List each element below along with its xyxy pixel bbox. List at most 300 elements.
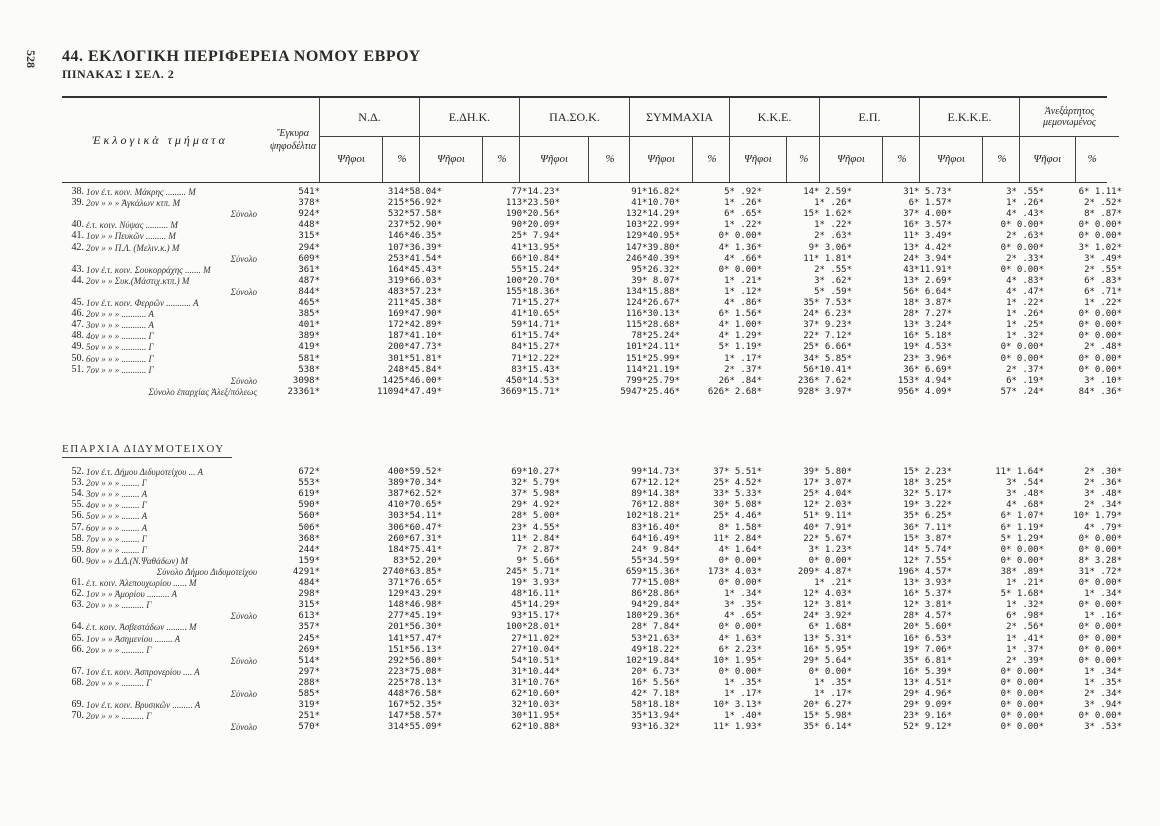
row-number: 46. [71,308,84,320]
party-votes-cell: 25* 4.52* [713,478,762,489]
party-votes-cell: 2* .63* [814,231,852,242]
party-votes-cell: 35*13.94* [631,711,680,722]
party-votes-cell: 1* .41* [1006,633,1044,644]
percent-subheader: % [882,136,921,182]
valid-ballots-cell: 357* [298,622,320,633]
party-votes-cell: 6* 1.07* [1000,511,1044,522]
party-votes-cell: 4* 1.29* [718,331,762,342]
party-votes-cell: 1* .32* [1006,600,1044,611]
row-number: 66. [71,643,84,655]
party-votes-cell: 180*29.36* [625,611,680,622]
party-votes-cell: 83*16.40* [631,522,680,533]
party-name: Ε.Κ.Κ.Ε. [920,98,1019,137]
party-votes-cell: 12* 2.03* [803,500,852,511]
votes-subheader: Ψῆφοι [337,153,365,165]
percent-subheader: % [692,136,731,182]
valid-ballots-cell: 319* [298,700,320,711]
valid-ballots-cell: 844* [298,286,320,297]
party-votes-cell: 16* 5.18* [903,331,952,342]
party-votes-cell: 292*56.80* [387,655,442,666]
party-votes-cell: 151*56.13* [387,644,442,655]
party-votes-cell: 13* 4.51* [903,677,952,688]
party-votes-cell: 129*43.29* [387,589,442,600]
row-number: 63. [71,599,84,611]
party-votes-cell: 59*14.71* [511,320,560,331]
row-number: 68. [71,676,84,688]
header-party-2 [519,98,629,182]
party-votes-cell: 6* 1.11* [1078,187,1122,197]
party-votes-cell: 35* 6.81* [903,655,952,666]
party-votes-cell: 3* 1.02* [1078,242,1122,253]
party-votes-cell: 4* .83* [1006,275,1044,286]
party-votes-cell: 13* 2.69* [903,275,952,286]
votes-subheader: Ψῆφοι [743,153,772,165]
percent-subheader: % [482,136,521,182]
row-number: 43. [71,263,84,275]
party-votes-cell: 4* .65* [724,611,762,622]
district-name: 3ον » » » ........... Α [86,320,154,331]
party-votes-cell: 0* 0.00* [1078,231,1122,242]
party-votes-cell: 2* .52* [1084,198,1122,209]
party-votes-cell: 4* .86* [724,298,762,308]
row-number: 50. [71,352,84,364]
party-votes-cell: 16* 5.37* [903,589,952,600]
party-votes-cell: 31* 5.73* [903,187,952,197]
row-number: 67. [71,665,84,677]
party-votes-cell: 2* .30* [1084,467,1122,477]
party-votes-cell: 1* .21* [1006,578,1044,588]
valid-ballots-cell: 401* [298,320,320,331]
party-votes-cell: 54*10.51* [511,655,560,666]
party-votes-cell: 15* 3.87* [903,533,952,544]
party-votes-cell: 147*39.80* [625,242,680,253]
row-number: 60. [71,554,84,566]
party-votes-cell: 448*76.58* [387,689,442,699]
party-votes-cell: 102*18.21* [625,511,680,522]
row-number: 59. [71,543,84,555]
row-number: 70. [71,710,84,722]
party-votes-cell: 0* 0.00* [1078,655,1122,666]
valid-ballots-cell: 288* [298,677,320,688]
party-votes-cell: 4* 1.36* [718,242,762,253]
party-votes-cell: 18* 3.25* [903,478,952,489]
valid-ballots-cell: 251* [298,711,320,722]
district-name: ἐ.τ. κοιν. Νύψας .......... Μ [86,220,178,231]
party-votes-cell: 928* 3.97* [797,386,852,397]
party-votes-cell: 77*15.08* [631,578,680,588]
party-votes-cell: 13* 3.93* [903,578,952,588]
row-number: 42. [71,241,84,253]
district-name: 7ον » » » ........... Γ [86,364,154,375]
party-votes-cell: 1* .40* [724,711,762,722]
party-votes-cell: 153* 4.94* [897,375,952,386]
party-votes-cell: 1* .37* [1006,644,1044,655]
party-votes-cell: 245* 5.71* [505,566,560,577]
district-name: 2ον » » » ........ Γ [86,478,147,489]
party-votes-cell: 25* 4.04* [803,489,852,500]
party-votes-cell: 532*57.58* [387,209,442,220]
party-votes-cell: 1* .35* [1084,677,1122,688]
party-votes-cell: 246*40.39* [625,253,680,264]
party-votes-cell: 71*12.22* [511,353,560,364]
district-name: 4ον » » » ........ Γ [86,500,147,511]
table-header [62,96,1107,183]
party-votes-cell: 86*28.86* [631,589,680,600]
party-votes-cell: 1* .26* [724,198,762,209]
party-votes-cell: 956* 4.09* [897,386,952,397]
row-number: 69. [71,699,84,711]
valid-ballots-cell: 487* [298,275,320,286]
row-number: 62. [71,588,84,600]
party-votes-cell: 24* 6.23* [803,309,852,320]
row-number: 44. [71,274,84,286]
party-name: Ἀνεξάρτητος μεμονωμένος [1020,98,1119,137]
party-votes-cell: 200*47.73* [387,342,442,353]
district-name: 6ον » » » ........... Γ [86,353,154,364]
row-number: 39. [71,197,84,209]
party-votes-cell: 55*34.59* [631,555,680,566]
row-number: 45. [71,297,84,308]
district-name: 3ον » » » ........ Α [86,489,148,500]
party-votes-cell: 4* .79* [1084,522,1122,533]
party-votes-cell: 173* 4.03* [707,566,762,577]
party-votes-cell: 14* 5.74* [903,544,952,555]
party-votes-cell: 0* 0.00* [1078,711,1122,722]
party-name: Κ.Κ.Ε. [730,98,819,137]
valid-ballots-cell: 538* [298,364,320,375]
party-votes-cell: 22* 5.67* [803,533,852,544]
party-votes-cell: 1* .34* [1084,589,1122,600]
district-name: 1ον ἐ.τ. κοιν. Ἀσπρονερίου .... Α [86,666,200,677]
party-votes-cell: 78*25.24* [631,331,680,342]
party-votes-cell: 25* 7.94* [511,231,560,242]
party-votes-cell: 103*22.99* [625,220,680,231]
party-votes-cell: 35* 7.53* [803,298,852,308]
party-votes-cell: 3* .10* [1084,375,1122,386]
party-votes-cell: 19* 3.22* [903,500,952,511]
party-votes-cell: 20* 6.73* [631,666,680,677]
party-votes-cell: 107*36.39* [387,242,442,253]
valid-ballots-cell: 419* [298,342,320,353]
party-name: Ε.ΔΗ.Κ. [420,98,519,137]
party-votes-cell: 13* 3.24* [903,320,952,331]
party-votes-cell: 169*47.90* [387,309,442,320]
party-votes-cell: 0* 0.00* [1000,264,1044,275]
party-votes-cell: 167*52.35* [387,700,442,711]
party-votes-cell: 1* .26* [1006,198,1044,209]
party-votes-cell: 8* .87* [1084,209,1122,220]
party-votes-cell: 27*11.02* [511,633,560,644]
party-votes-cell: 4* .68* [1006,500,1044,511]
valid-ballots-cell: 484* [298,578,320,588]
party-votes-cell: 1* .21* [814,578,852,588]
row-number: 40. [71,219,84,231]
party-votes-cell: 11* 1.64* [995,467,1044,477]
party-votes-cell: 0* 0.00* [1000,677,1044,688]
party-votes-cell: 99*14.73* [631,467,680,477]
party-votes-cell: 52* 9.12* [903,722,952,733]
party-votes-cell: 29* 4.92* [511,500,560,511]
party-votes-cell: 28* 7.27* [903,309,952,320]
party-votes-cell: 3* .62* [814,275,852,286]
party-votes-cell: 41*13.95* [511,242,560,253]
valid-ballots-cell: 553* [298,478,320,489]
party-votes-cell: 116*30.13* [625,309,680,320]
party-votes-cell: 66*10.84* [511,253,560,264]
party-votes-cell: 3669*15.71* [500,386,560,397]
party-votes-cell: 28* 5.00* [511,511,560,522]
district-name: Σύνολο [230,655,257,666]
party-votes-cell: 0* 0.00* [1078,533,1122,544]
party-votes-cell: 0* 0.00* [1078,364,1122,375]
party-votes-cell: 1* .35* [724,677,762,688]
party-votes-cell: 0* 0.00* [1078,353,1122,364]
party-votes-cell: 0* 0.00* [1000,666,1044,677]
row-number: 58. [71,532,84,544]
party-votes-cell: 483*57.23* [387,286,442,297]
party-votes-cell: 31*10.76* [511,677,560,688]
district-name: ἐ.τ. κοιν. Ἀσβεστάδων ......... Μ [86,622,197,633]
party-votes-cell: 1* .21* [724,275,762,286]
party-votes-cell: 32* 5.17* [903,489,952,500]
district-name: 2ον » » » .......... Γ [86,677,152,688]
party-votes-cell: 0* 0.00* [1078,309,1122,320]
party-votes-cell: 113*23.50* [505,198,560,209]
party-votes-cell: 37* 5.51* [713,467,762,477]
party-votes-cell: 13* 5.31* [803,633,852,644]
party-votes-cell: 0* 0.00* [1078,320,1122,331]
party-votes-cell: 51* 9.11* [803,511,852,522]
party-votes-cell: 15* 1.62* [803,209,852,220]
district-name: 1ον » » Πευκῶν ......... Μ [86,231,176,242]
party-votes-cell: 187*41.10* [387,331,442,342]
valid-ballots-cell: 924* [298,209,320,220]
party-votes-cell: 15* 5.98* [803,711,852,722]
party-votes-cell: 45*14.29* [511,600,560,611]
district-name: Σύνολο [230,286,257,297]
district-name: 2ον » » » ........... Α [86,309,154,320]
party-votes-cell: 16* 6.53* [903,633,952,644]
party-votes-cell: 6* 1.56* [718,309,762,320]
party-votes-cell: 36* 7.11* [903,522,952,533]
party-votes-cell: 20* 6.27* [803,700,852,711]
party-votes-cell: 24* 3.92* [803,611,852,622]
district-name: 5ον » » » ........... Γ [86,342,154,353]
party-votes-cell: 0* 0.00* [1000,700,1044,711]
party-votes-cell: 10* 3.13* [713,700,762,711]
party-votes-cell: 1* .17* [814,689,852,699]
header-party-3 [629,98,729,182]
party-votes-cell: 5* 1.68* [1000,589,1044,600]
party-votes-cell: 3* .94* [1084,700,1122,711]
party-votes-cell: 277*45.19* [387,611,442,622]
party-votes-cell: 11* 3.49* [903,231,952,242]
party-votes-cell: 93*16.32* [631,722,680,733]
party-votes-cell: 260*67.31* [387,533,442,544]
valid-ballots-cell: 361* [298,264,320,275]
district-name: 2ον » » Π.Λ. (Μελιν.κ.) Μ [86,242,180,253]
party-votes-cell: 62*10.60* [511,689,560,699]
party-votes-cell: 64*16.49* [631,533,680,544]
party-votes-cell: 69*10.27* [511,467,560,477]
row-number: 57. [71,521,84,533]
party-votes-cell: 0* 0.00* [1078,578,1122,588]
party-votes-cell: 223*75.08* [387,666,442,677]
party-votes-cell: 84* .36* [1078,386,1122,397]
district-name: 1ον ἐ.τ. κοιν. Βρυσικῶν ......... Α [86,700,201,711]
party-votes-cell: 1* .25* [1006,320,1044,331]
header-party-1 [419,98,519,182]
party-votes-cell: 16* 5.56* [631,677,680,688]
party-votes-cell: 3* .53* [1084,722,1122,733]
party-votes-cell: 0* 0.00* [1000,353,1044,364]
party-votes-cell: 40* 7.91* [803,522,852,533]
party-votes-cell: 0* 0.00* [1078,544,1122,555]
party-votes-cell: 115*28.68* [625,320,680,331]
party-votes-cell: 129*40.95* [625,231,680,242]
party-votes-cell: 29* 9.09* [903,700,952,711]
party-votes-cell: 37* 5.98* [511,489,560,500]
party-votes-cell: 28* 4.57* [903,611,952,622]
party-votes-cell: 29* 5.64* [803,655,852,666]
party-votes-cell: 30*11.95* [511,711,560,722]
row-number: 56. [71,510,84,522]
party-votes-cell: 3* .54* [1006,478,1044,489]
party-votes-cell: 31* .72* [1078,566,1122,577]
party-votes-cell: 0* 0.00* [1078,622,1122,633]
page-title: 44. ΕΚΛΟΓΙΚΗ ΠΕΡΙΦΕΡΕΙΑ ΝΟΜΟΥ ΕΒΡΟΥ [62,48,421,65]
party-votes-cell: 53*21.63* [631,633,680,644]
district-name: Σύνολο ἐπαρχίας Ἀλεξ/πόλεως [148,386,257,397]
party-votes-cell: 37* 9.23* [803,320,852,331]
party-votes-cell: 0* 0.00* [1078,633,1122,644]
party-votes-cell: 172*42.89* [387,320,442,331]
district-name: 1ον ἐ.τ. κοιν. Μάκρης ......... Μ [86,187,196,197]
party-votes-cell: 4* .47* [1006,286,1044,297]
district-name: 1ον ἐ.τ. Δήμου Διδυμοτείχου ... Α [86,467,203,477]
party-votes-cell: 148*46.98* [387,600,442,611]
party-votes-cell: 0* 0.00* [1078,220,1122,231]
party-votes-cell: 27*10.04* [511,644,560,655]
valid-ballots-cell: 560* [298,511,320,522]
party-votes-cell: 9* 5.66* [516,555,560,566]
party-votes-cell: 0* 0.00* [718,666,762,677]
party-votes-cell: 2* .37* [1006,364,1044,375]
district-name: 1ον ἐ.τ. κοιν. Σουκορράχης ....... Μ [86,264,211,275]
party-votes-cell: 6* .19* [1006,375,1044,386]
party-votes-cell: 41*10.70* [631,198,680,209]
header-party-5 [819,98,919,182]
district-name: 6ον » » » ........ Α [86,522,148,533]
party-votes-cell: 11* 1.93* [713,722,762,733]
district-name: 1ον » » Ἀμορίου .......... Α [86,589,178,600]
party-votes-cell: 303*54.11* [387,511,442,522]
district-name: 1ον » » Ἀσημενίου ........ Α [86,633,181,644]
party-votes-cell: 237*52.90* [387,220,442,231]
party-votes-cell: 6* 2.23* [718,644,762,655]
district-name: 5ον » » » ........ Α [86,511,148,522]
party-votes-cell: 190*20.56* [505,209,560,220]
valid-ballots-cell: 23361* [287,386,320,397]
party-votes-cell: 32* 5.79* [511,478,560,489]
party-votes-cell: 3* .55* [1006,187,1044,197]
party-votes-cell: 4* .66* [724,253,762,264]
party-votes-cell: 134*15.88* [625,286,680,297]
row-number: 65. [71,632,84,644]
valid-ballots-cell: 541* [298,187,320,197]
party-votes-cell: 4* 1.63* [718,633,762,644]
party-votes-cell: 155*18.36* [505,286,560,297]
party-votes-cell: 25* 4.46* [713,511,762,522]
party-votes-cell: 2* .63* [1006,231,1044,242]
valid-ballots-cell: 315* [298,600,320,611]
valid-ballots-cell: 4291* [292,566,320,577]
row-number: 53. [71,477,84,489]
party-votes-cell: 0* 0.00* [1000,220,1044,231]
valid-ballots-cell: 368* [298,533,320,544]
party-votes-cell: 23* 9.16* [903,711,952,722]
party-votes-cell: 23* 3.96* [903,353,952,364]
party-votes-cell: 1* .26* [814,198,852,209]
party-votes-cell: 3* .48* [1006,489,1044,500]
party-votes-cell: 6* .83* [1084,275,1122,286]
row-number: 49. [71,341,84,353]
party-votes-cell: 0* 0.00* [1000,722,1044,733]
party-votes-cell: 0* 0.00* [1078,600,1122,611]
party-votes-cell: 16* 5.95* [803,644,852,655]
valid-ballots-cell: 389* [298,331,320,342]
district-name: 1ον ἐ.τ. κοιν. Φερρῶν ........... Α [86,298,199,308]
party-votes-cell: 2* .37* [724,364,762,375]
party-votes-cell: 28* 7.84* [631,622,680,633]
party-votes-cell: 314*58.04* [387,187,442,197]
header-party-7 [1019,98,1107,182]
party-votes-cell: 146*46.35* [387,231,442,242]
party-votes-cell: 0* 0.00* [808,666,852,677]
party-votes-cell: 400*59.52* [387,467,442,477]
votes-subheader: Ψῆφοι [540,153,569,165]
valid-ballots-cell: 570* [298,722,320,733]
votes-subheader: Ψῆφοι [647,153,675,165]
party-votes-cell: 0* 0.00* [1000,555,1044,566]
party-votes-cell: 90*20.09* [511,220,560,231]
district-name: Σύνολο [230,611,257,622]
row-number: 41. [71,230,84,242]
party-votes-cell: 4* 1.64* [718,544,762,555]
party-votes-cell: 319*66.03* [387,275,442,286]
party-votes-cell: 6* 1.19* [1000,522,1044,533]
party-votes-cell: 55*15.24* [511,264,560,275]
party-votes-cell: 201*56.30* [387,622,442,633]
party-votes-cell: 94*29.84* [631,600,680,611]
party-votes-cell: 2* .48* [1084,342,1122,353]
party-votes-cell: 387*62.52* [387,489,442,500]
row-number: 48. [71,330,84,342]
party-votes-cell: 41*10.65* [511,309,560,320]
party-name: Ε.Π. [820,98,919,137]
party-votes-cell: 89*14.38* [631,489,680,500]
valid-ballots-cell: 294* [298,242,320,253]
header-party-0 [319,98,419,182]
valid-ballots-cell: 315* [298,231,320,242]
percent-subheader: % [1075,136,1109,182]
party-votes-cell: 77*14.23* [511,187,560,197]
district-name: 8ον » » » ........ Γ [86,544,147,555]
party-votes-cell: 100*28.01* [505,622,560,633]
header-registered: Ἔγκυρα ψηφοδέλτια [269,128,317,152]
party-votes-cell: 5* 1.19* [718,342,762,353]
valid-ballots-cell: 297* [298,666,320,677]
